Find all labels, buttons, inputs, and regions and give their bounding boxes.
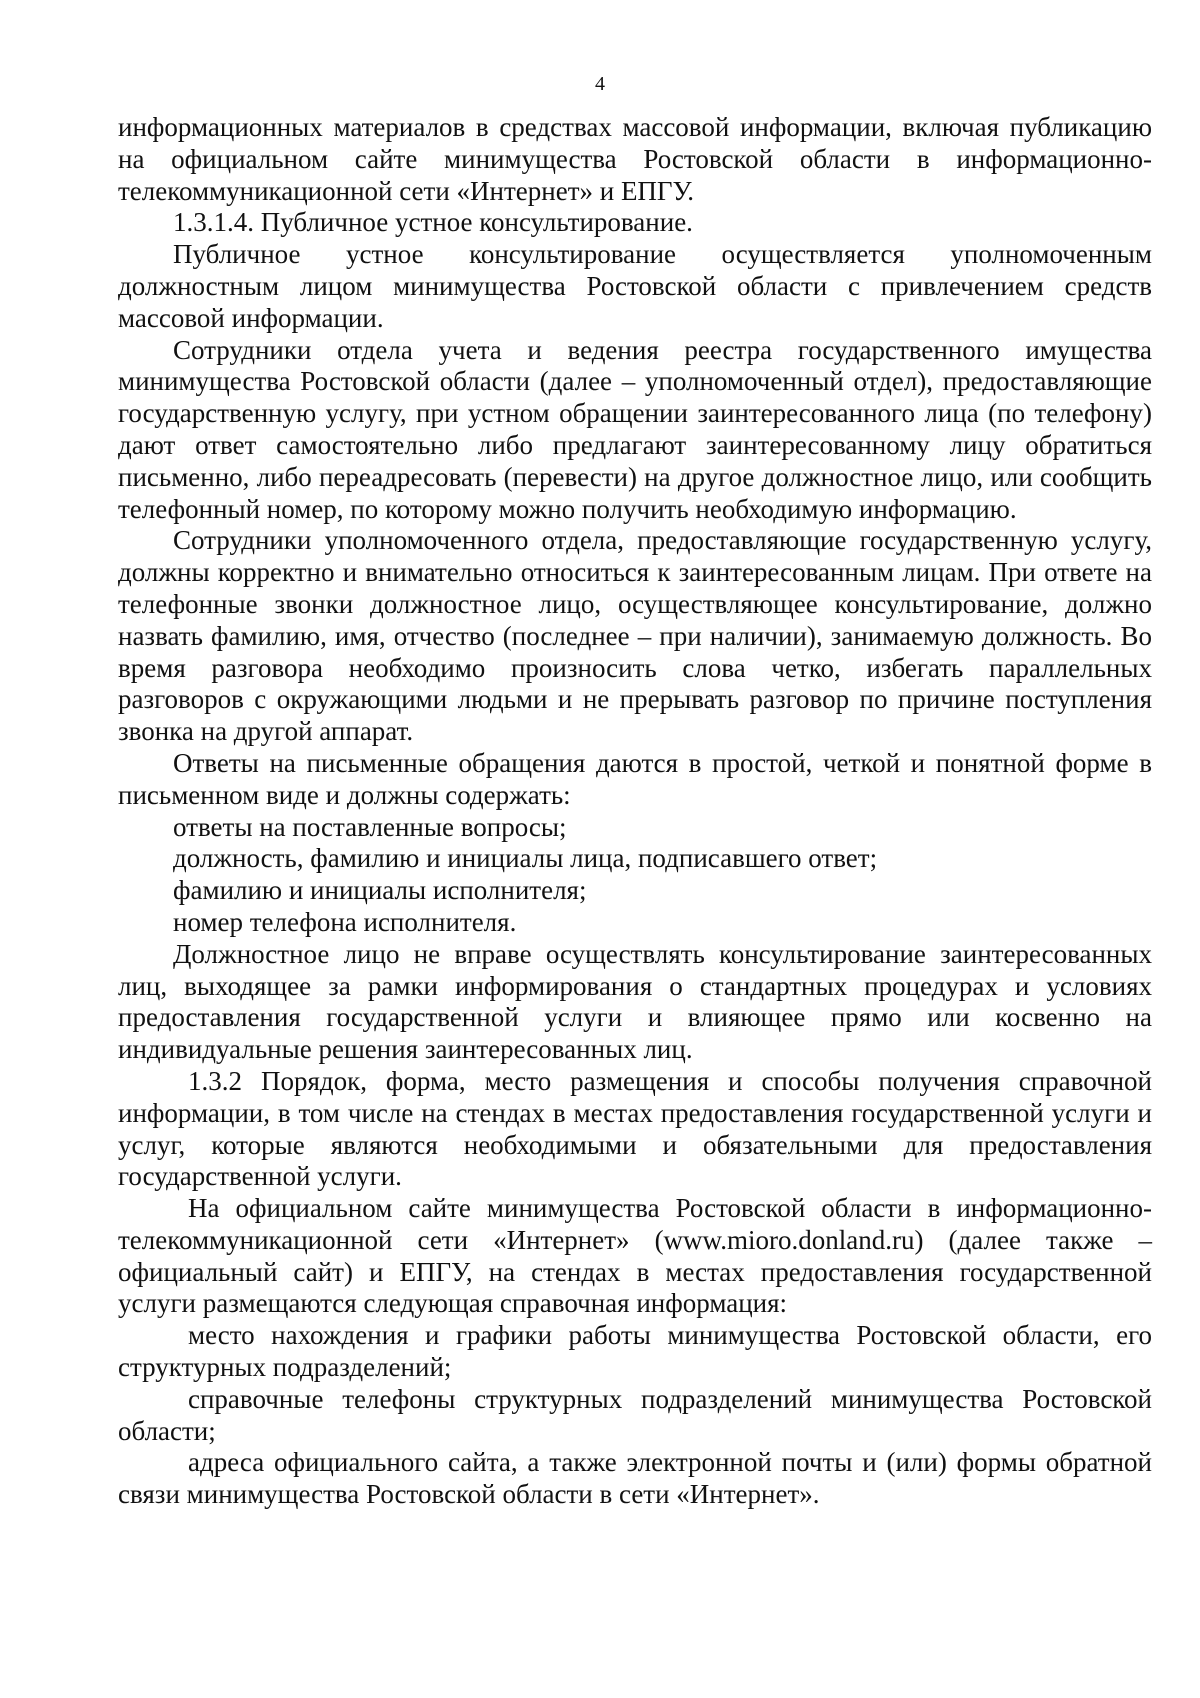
paragraph: На официальном сайте минимущества Ростовской области в информационно-телекоммуникационной сети «Интернет» (www.mioro.donland.ru) (далее также – официальный сайт) и ЕПГУ, на стендах в местах предоставления государственной услуги размещаются следующая справочная информация: — [118, 1193, 1152, 1319]
list-item: фамилию и инициалы исполнителя; — [173, 875, 587, 906]
paragraph: Сотрудники уполномоченного отдела, предоставляющие государственную услугу, должны корректно и внимательно относиться к заинтересованным лицам. При ответе на телефонные звонки должностное лицо, осуществляющее консультирование, должно назвать фамилию, имя, отчество (последнее – при наличии), занимаемую должность. Во время разговора необходимо произносить слова четко, избегать параллельных разговоров с окружающими людьми и не прерывать разговор по причине поступления звонка на другой аппарат. — [118, 525, 1152, 747]
paragraph: Должностное лицо не вправе осуществлять консультирование заинтересованных лиц, выходящее за рамки информирования о стандартных процедурах и условиях предоставления государственной услуги и влияющее прямо или косвенно на индивидуальные решения заинтересованных лиц. — [118, 938, 1152, 1065]
page-number: 4 — [595, 73, 605, 95]
list-item: номер телефона исполнителя. — [173, 906, 517, 937]
paragraph: Сотрудники отдела учета и ведения реестра государственного имущества минимущества Ростовской области (далее – уполномоченный отдел), предоставляющие государственную услугу, при устном обращении заинтересованного лица (по телефону) дают ответ самостоятельно либо предлагают заинтересованному лицу обратиться письменно, либо переадресовать (перевести) на другое должностное лицо, или сообщить телефонный номер, по которому можно получить необходимую информацию. — [118, 334, 1152, 524]
paragraph-section-heading: 1.3.1.4. Публичное устное консультирование. — [173, 207, 693, 238]
list-item: должность, фамилию и инициалы лица, подписавшего ответ; — [173, 843, 878, 874]
paragraph-continuation: информационных материалов в средствах массовой информации, включая публикацию на официальном сайте минимущества Ростовской области в информационно-телекоммуникационной сети «Интернет» и ЕПГУ. — [118, 112, 1152, 206]
paragraph: Публичное устное консультирование осуществляется уполномоченным должностным лицом минимущества Ростовской области с привлечением средств массовой информации. — [118, 239, 1152, 333]
list-item: справочные телефоны структурных подразделений минимущества Ростовской области; — [118, 1383, 1152, 1446]
paragraph-section-heading: 1.3.2 Порядок, форма, место размещения и способы получения справочной информации, в том числе на стендах в местах предоставления государственной услуги и услуг, которые являются необходимыми и обязательными для предоставления государственной услуги. — [118, 1065, 1152, 1192]
list-item: ответы на поставленные вопросы; — [173, 811, 567, 842]
list-item: место нахождения и графики работы минимущества Ростовской области, его структурных подразделений; — [118, 1320, 1152, 1383]
list-item: адреса официального сайта, а также электронной почты и (или) формы обратной связи минимущества Ростовской области в сети «Интернет». — [118, 1447, 1152, 1510]
document-body — [118, 112, 1152, 1511]
paragraph: Ответы на письменные обращения даются в простой, четкой и понятной форме в письменном виде и должны содержать: — [118, 747, 1152, 810]
